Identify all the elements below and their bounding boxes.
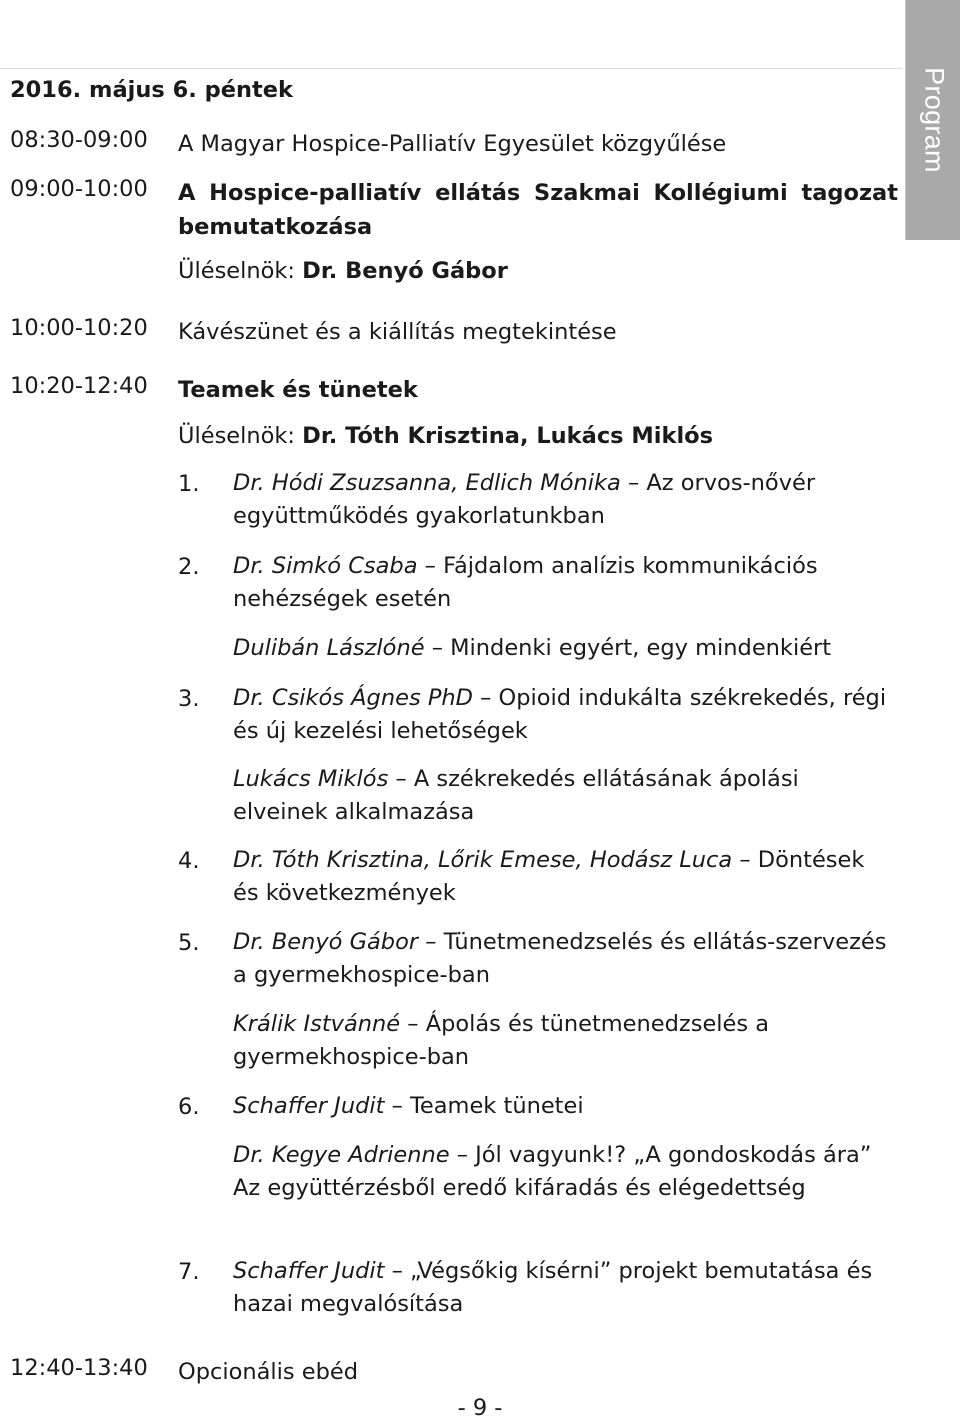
talk-title: „Végsőkig kísérni” projekt bemutatása és hazai megvalósítása bbox=[233, 1258, 873, 1317]
talk-title: Opioid indukálta székrekedés, régi és új kezelési lehetőségek bbox=[233, 685, 887, 744]
talk-number: 1. bbox=[178, 471, 200, 497]
talk-number: 4. bbox=[178, 848, 200, 874]
talk-author: Schaffer Judit bbox=[233, 1258, 385, 1284]
chair-label: Üléselnök: bbox=[178, 258, 296, 284]
talk-title: Döntések és következmények bbox=[233, 847, 865, 906]
section-tab bbox=[905, 0, 960, 240]
talk-number: 3. bbox=[178, 686, 200, 712]
session-time: 08:30-09:00 bbox=[10, 127, 148, 153]
session-title: A Magyar Hospice-Palliatív Egyesület közgyűlése bbox=[178, 131, 727, 157]
talk-separator: – bbox=[400, 1011, 426, 1037]
talk-title: A székrekedés ellátásának ápolási elveinek alkalmazása bbox=[233, 766, 799, 825]
session-title: Teamek és tünetek bbox=[178, 377, 418, 403]
talk-author: Dr. Kegye Adrienne bbox=[233, 1142, 450, 1168]
talk-author: Dulibán Lászlóné bbox=[233, 635, 425, 661]
talk-author: Dr. Hódi Zsuzsanna, Edlich Mónika bbox=[233, 470, 621, 496]
chair-name: Dr. Benyó Gábor bbox=[302, 258, 508, 284]
session-title: A Hospice-palliatív ellátás Szakmai Kollégiumi tagozat bemutatkozása bbox=[178, 180, 898, 240]
talk-author: Lukács Miklós bbox=[233, 766, 389, 792]
talk-separator: – bbox=[417, 553, 444, 579]
chair-name: Dr. Tóth Krisztina, Lukács Miklós bbox=[302, 423, 714, 449]
day-heading: 2016. május 6. péntek bbox=[10, 77, 293, 103]
talk-separator: – bbox=[388, 766, 414, 792]
talk-author: Dr. Csikós Ágnes PhD bbox=[233, 685, 473, 711]
talk-author: Schaffer Judit bbox=[233, 1093, 385, 1119]
talk-author: Dr. Simkó Csaba bbox=[233, 553, 418, 579]
talk-title: Mindenki egyért, egy mindenkiért bbox=[450, 635, 832, 661]
talk-separator: – bbox=[424, 635, 451, 661]
talk-number: 2. bbox=[178, 554, 200, 580]
talk-author: Dr. Tóth Krisztina, Lőrik Emese, Hodász Luca bbox=[233, 847, 733, 873]
talk-author: Králik Istvánné bbox=[233, 1011, 401, 1037]
session-chair bbox=[178, 423, 713, 449]
talk-separator: – bbox=[472, 685, 499, 711]
talk-separator: – bbox=[384, 1093, 410, 1119]
session-title: Opcionális ebéd bbox=[178, 1359, 359, 1385]
talk-separator: – bbox=[732, 847, 758, 873]
header-rule bbox=[0, 68, 902, 69]
session-chair bbox=[178, 258, 508, 284]
talk-number: 6. bbox=[178, 1094, 200, 1120]
talk-separator: – bbox=[449, 1142, 476, 1168]
talk-number: 7. bbox=[178, 1259, 200, 1285]
talk-title: Ápolás és tünetmenedzselés a gyermekhospice-ban bbox=[233, 1011, 770, 1070]
talk-separator: – bbox=[418, 929, 444, 955]
talk-separator: – bbox=[384, 1258, 410, 1284]
talk-title: Tünetmenedzselés és ellátás-szervezés a gyermekhospice-ban bbox=[233, 929, 887, 988]
talk-author: Dr. Benyó Gábor bbox=[233, 929, 419, 955]
talk-title: Teamek tünetei bbox=[410, 1093, 584, 1119]
talk-title: Jól vagyunk!? „A gondoskodás ára” Az együttérzésből eredő kifáradás és elégedettség bbox=[233, 1142, 872, 1201]
session-time: 10:20-12:40 bbox=[10, 373, 148, 399]
talk-title: Fájdalom analízis kommunikációs nehézségek esetén bbox=[233, 553, 818, 612]
talk-separator: – bbox=[620, 470, 647, 496]
chair-label: Üléselnök: bbox=[178, 423, 296, 449]
session-time: 10:00-10:20 bbox=[10, 315, 148, 341]
session-time: 09:00-10:00 bbox=[10, 176, 148, 202]
session-title: Kávészünet és a kiállítás megtekintése bbox=[178, 319, 617, 345]
talk-title: Az orvos-nővér együttműködés gyakorlatunkban bbox=[233, 470, 816, 529]
page-number: - 9 - bbox=[457, 1395, 503, 1421]
session-time: 12:40-13:40 bbox=[10, 1355, 148, 1381]
section-tab-label: Program bbox=[919, 67, 949, 173]
talk-number: 5. bbox=[178, 930, 200, 956]
